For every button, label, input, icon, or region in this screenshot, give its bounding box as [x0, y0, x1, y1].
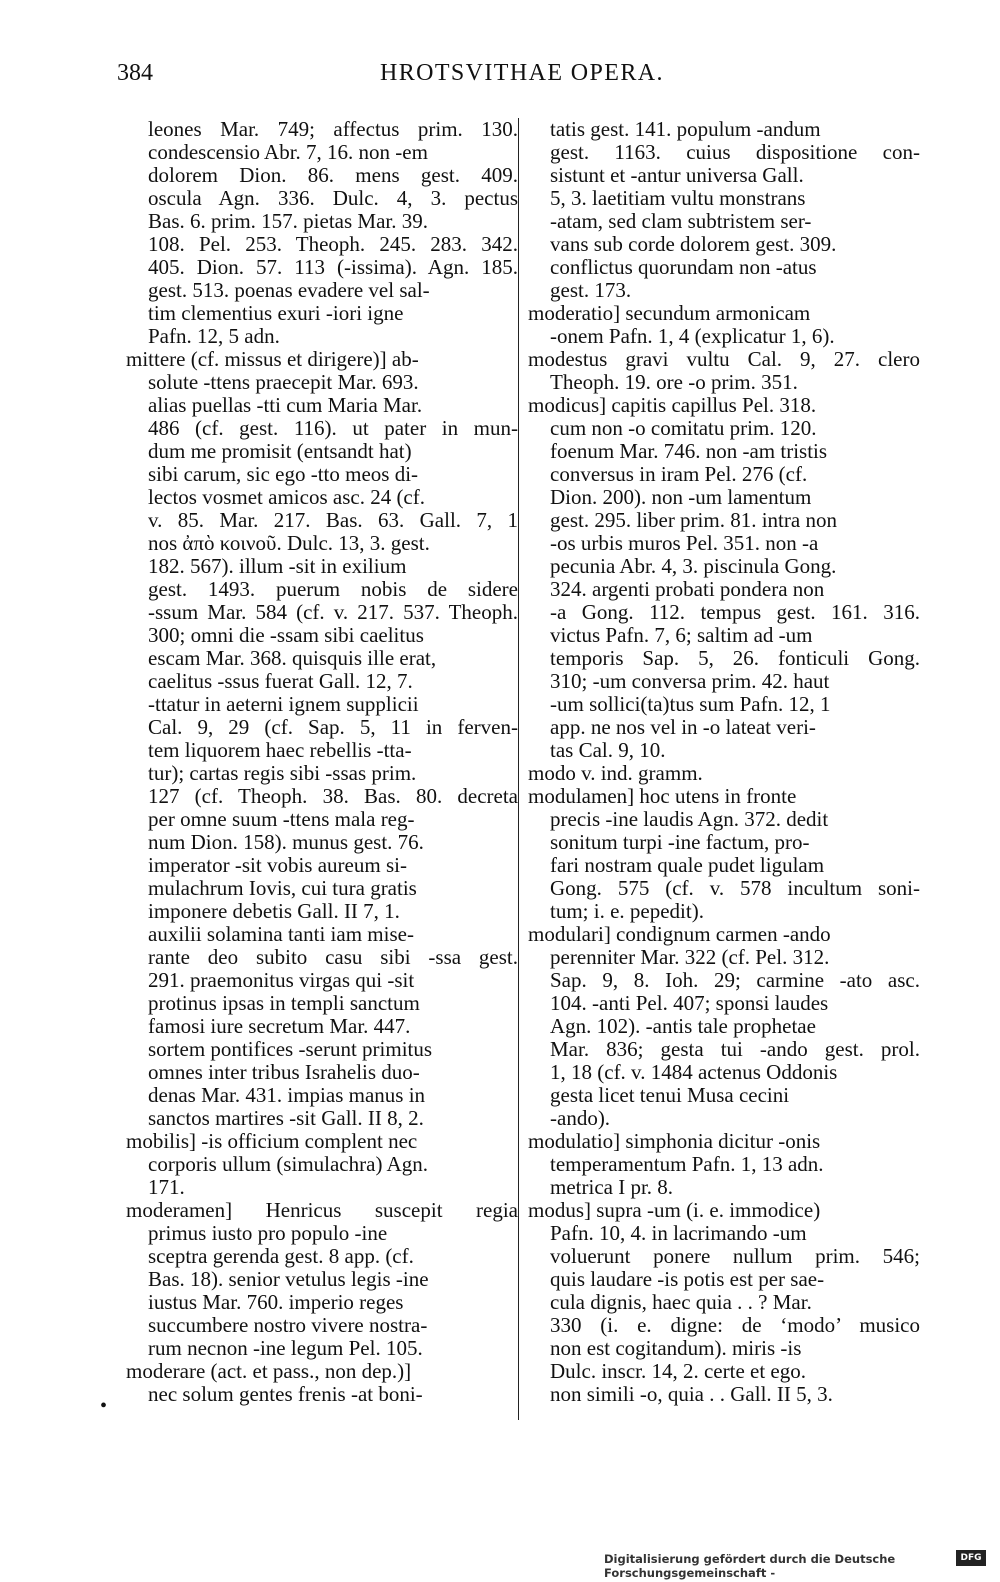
entry-continuation-line: -onem Pafn. 1, 4 (explicatur 1, 6).: [550, 324, 835, 348]
entry-headword-line: modulatio] simphonia dicitur -onis: [528, 1129, 821, 1153]
entry-continuation-line: 324. argenti probati pondera non: [550, 577, 825, 601]
entry-continuation-line: sanctos martires -sit Gall. II 8, 2.: [148, 1106, 424, 1130]
entry-continuation-line: 5, 3. laetitiam vultu monstrans: [550, 186, 806, 210]
entry-headword-line: moderare (act. et pass., non dep.)]: [126, 1359, 412, 1383]
entry-headword-line: mittere (cf. missus et dirigere)] ab-: [126, 347, 419, 371]
entry-continuation-line: per omne suum -ttens mala reg-: [148, 807, 415, 831]
entry-continuation-line: -a Gong. 112. tempus gest. 161. 316.: [550, 600, 920, 624]
entry-continuation-line: mulachrum Iovis, cui tura gratis: [148, 876, 417, 900]
entry-headword-line: modo v. ind. gramm.: [528, 761, 703, 785]
entry-continuation-line: 182. 567). illum -sit in exilium: [148, 554, 407, 578]
entry-continuation-line: metrica I pr. 8.: [550, 1175, 674, 1199]
entry-continuation-line: conversus in iram Pel. 276 (cf.: [550, 462, 808, 486]
entry-continuation-line: denas Mar. 431. impias manus in: [148, 1083, 426, 1107]
entry-continuation-line: auxilii solamina tanti iam mise-: [148, 922, 414, 946]
entry-continuation-line: protinus ipsas in templi sanctum: [148, 991, 420, 1015]
entry-continuation-line: foenum Mar. 746. non -am tristis: [550, 439, 828, 463]
entry-headword-line: modus] supra -um (i. e. immodice): [528, 1198, 821, 1222]
entry-continuation-line: fari nostram quale pudet ligulam: [550, 853, 825, 877]
entry-continuation-line: sibi carum, sic ego -tto meos di-: [148, 462, 419, 486]
entry-continuation-line: non est cogitandum). miris -is: [550, 1336, 802, 1360]
entry-continuation-line: gest. 173.: [550, 278, 632, 302]
entry-continuation-line: dolorem Dion. 86. mens gest. 409.: [148, 163, 518, 187]
entry-continuation-line: leones Mar. 749; affectus prim. 130.: [148, 117, 518, 141]
entry-continuation-line: alias puellas -tti cum Maria Mar.: [148, 393, 423, 417]
entry-continuation-line: tur); cartas regis sibi -ssas prim.: [148, 761, 417, 785]
entry-continuation-line: -os urbis muros Pel. 351. non -a: [550, 531, 819, 555]
entry-continuation-line: -atam, sed clam subtristem ser-: [550, 209, 812, 233]
entry-continuation-line: nec solum gentes frenis -at boni-: [148, 1382, 423, 1406]
entry-headword-line: moderamen] Henricus suscepit regia: [126, 1198, 518, 1222]
entry-continuation-line: primus iusto pro populo -ine: [148, 1221, 388, 1245]
entry-headword-line: modicus] capitis capillus Pel. 318.: [528, 393, 817, 417]
entry-continuation-line: 330 (i. e. digne: de ‘modo’ musico: [550, 1313, 920, 1337]
entry-continuation-line: Dion. 200). non -um lamentum: [550, 485, 812, 509]
entry-continuation-line: succumbere nostro vivere nostra-: [148, 1313, 428, 1337]
entry-continuation-line: sortem pontifices -serunt primitus: [148, 1037, 433, 1061]
entry-headword-line: mobilis] -is officium complent nec: [126, 1129, 418, 1153]
entry-continuation-line: condescensio Abr. 7, 16. non -em: [148, 140, 428, 164]
entry-continuation-line: num Dion. 158). munus gest. 76.: [148, 830, 424, 854]
entry-continuation-line: -ssum Mar. 584 (cf. v. 217. 537. Theoph.: [148, 600, 518, 624]
entry-continuation-line: 310; -um conversa prim. 42. haut: [550, 669, 830, 693]
entry-continuation-line: 405. Dion. 57. 113 (-issima). Agn. 185.: [148, 255, 518, 279]
entry-continuation-line: tem liquorem haec rebellis -tta-: [148, 738, 412, 762]
entry-continuation-line: rante deo subito casu sibi -ssa gest.: [148, 945, 518, 969]
entry-continuation-line: nos ἀπὸ κοινοῦ. Dulc. 13, 3. gest.: [148, 531, 430, 555]
entry-continuation-line: temporis Sap. 5, 26. fonticuli Gong.: [550, 646, 920, 670]
entry-continuation-line: v. 85. Mar. 217. Bas. 63. Gall. 7, 1: [148, 508, 518, 532]
entry-continuation-line: Pafn. 10, 4. in lacrimando -um: [550, 1221, 807, 1245]
right-column: [528, 118, 920, 1406]
entry-continuation-line: 291. praemonitus virgas qui -sit: [148, 968, 415, 992]
entry-continuation-line: cula dignis, haec quia . . ? Mar.: [550, 1290, 812, 1314]
entry-continuation-line: pecunia Abr. 4, 3. piscinula Gong.: [550, 554, 837, 578]
left-column: [126, 118, 518, 1406]
column-divider: [518, 118, 519, 1420]
entry-continuation-line: 171.: [148, 1175, 185, 1199]
entry-continuation-line: -ando).: [550, 1106, 611, 1130]
dfg-logo: DFG: [956, 1550, 986, 1566]
entry-continuation-line: perenniter Mar. 322 (cf. Pel. 312.: [550, 945, 830, 969]
entry-continuation-line: 108. Pel. 253. Theoph. 245. 283. 342.: [148, 232, 518, 256]
entry-continuation-line: Cal. 9, 29 (cf. Sap. 5, 11 in ferven-: [148, 715, 518, 739]
entry-continuation-line: conflictus quorundam non -atus: [550, 255, 817, 279]
entry-continuation-line: Sap. 9, 8. Ioh. 29; carmine -ato asc.: [550, 968, 920, 992]
entry-continuation-line: lectos vosmet amicos asc. 24 (cf.: [148, 485, 425, 509]
entry-continuation-line: cum non -o comitatu prim. 120.: [550, 416, 817, 440]
entry-continuation-line: iustus Mar. 760. imperio reges: [148, 1290, 404, 1314]
entry-continuation-line: non simili -o, quia . . Gall. II 5, 3.: [550, 1382, 833, 1406]
entry-continuation-line: escam Mar. 368. quisquis ille erat,: [148, 646, 437, 670]
entry-continuation-line: 300; omni die -ssam sibi caelitus: [148, 623, 424, 647]
entry-continuation-line: imperator -sit vobis aureum si-: [148, 853, 407, 877]
entry-continuation-line: quis laudare -is potis est per sae-: [550, 1267, 825, 1291]
entry-continuation-line: solute -ttens praecepit Mar. 693.: [148, 370, 419, 394]
entry-continuation-line: tatis gest. 141. populum -andum: [550, 117, 821, 141]
entry-continuation-line: caelitus -ssus fuerat Gall. 12, 7.: [148, 669, 413, 693]
entry-headword-line: moderatio] secundum armonicam: [528, 301, 811, 325]
entry-continuation-line: temperamentum Pafn. 1, 13 adn.: [550, 1152, 824, 1176]
entry-continuation-line: app. ne nos vel in -o lateat veri-: [550, 715, 816, 739]
entry-continuation-line: Bas. 6. prim. 157. pietas Mar. 39.: [148, 209, 428, 233]
entry-continuation-line: 104. -anti Pel. 407; sponsi laudes: [550, 991, 829, 1015]
entry-continuation-line: precis -ine laudis Agn. 372. dedit: [550, 807, 829, 831]
running-head: HROTSVITHAE OPERA.: [380, 60, 664, 86]
entry-continuation-line: 1, 18 (cf. v. 1484 actenus Oddonis: [550, 1060, 838, 1084]
entry-continuation-line: -um sollici(ta)tus sum Pafn. 12, 1: [550, 692, 831, 716]
entry-headword-line: modulari] condignum carmen -ando: [528, 922, 831, 946]
entry-continuation-line: Theoph. 19. ore -o prim. 351.: [550, 370, 798, 394]
entry-continuation-line: -ttatur in aeterni ignem supplicii: [148, 692, 419, 716]
entry-continuation-line: Dulc. inscr. 14, 2. certe et ego.: [550, 1359, 806, 1383]
entry-continuation-line: tim clementius exuri -iori igne: [148, 301, 404, 325]
entry-continuation-line: oscula Agn. 336. Dulc. 4, 3. pectus: [148, 186, 518, 210]
margin-bullet: •: [100, 1395, 108, 1417]
entry-continuation-line: dum me promisit (entsandt hat): [148, 439, 412, 463]
entry-headword-line: modulamen] hoc utens in fronte: [528, 784, 797, 808]
entry-continuation-line: sonitum turpi -ine factum, pro-: [550, 830, 810, 854]
entry-continuation-line: sistunt et -antur universa Gall.: [550, 163, 804, 187]
entry-continuation-line: tas Cal. 9, 10.: [550, 738, 666, 762]
page-number: 384: [117, 60, 153, 86]
entry-continuation-line: Agn. 102). -antis tale prophetae: [550, 1014, 816, 1038]
entry-continuation-line: omnes inter tribus Israhelis duo-: [148, 1060, 420, 1084]
entry-continuation-line: gesta licet tenui Musa cecini: [550, 1083, 790, 1107]
entry-continuation-line: Bas. 18). senior vetulus legis -ine: [148, 1267, 429, 1291]
entry-continuation-line: tum; i. e. pepedit).: [550, 899, 704, 923]
entry-continuation-line: corporis ullum (simulachra) Agn.: [148, 1152, 428, 1176]
entry-continuation-line: victus Pafn. 7, 6; saltim ad -um: [550, 623, 813, 647]
entry-continuation-line: Gong. 575 (cf. v. 578 incultum soni-: [550, 876, 920, 900]
entry-continuation-line: gest. 1163. cuius dispositione con-: [550, 140, 920, 164]
entry-continuation-line: vans sub corde dolorem gest. 309.: [550, 232, 837, 256]
entry-continuation-line: famosi iure secretum Mar. 447.: [148, 1014, 411, 1038]
entry-continuation-line: Mar. 836; gesta tui -ando gest. prol.: [550, 1037, 920, 1061]
entry-continuation-line: 127 (cf. Theoph. 38. Bas. 80. decreta: [148, 784, 518, 808]
entry-continuation-line: gest. 1493. puerum nobis de sidere: [148, 577, 518, 601]
entry-continuation-line: Pafn. 12, 5 adn.: [148, 324, 280, 348]
entry-continuation-line: 486 (cf. gest. 116). ut pater in mun-: [148, 416, 518, 440]
entry-continuation-line: gest. 513. poenas evadere vel sal-: [148, 278, 430, 302]
entry-continuation-line: voluerunt ponere nullum prim. 546;: [550, 1244, 920, 1268]
entry-continuation-line: rum necnon -ine legum Pel. 105.: [148, 1336, 423, 1360]
entry-continuation-line: gest. 295. liber prim. 81. intra non: [550, 508, 837, 532]
entry-continuation-line: imponere debetis Gall. II 7, 1.: [148, 899, 400, 923]
entry-continuation-line: sceptra gerenda gest. 8 app. (cf.: [148, 1244, 414, 1268]
digitization-credit: Digitalisierung gefördert durch die Deutsche Forschungsgemeinschaft -: [604, 1552, 896, 1580]
entry-headword-line: modestus gravi vultu Cal. 9, 27. clero: [528, 347, 920, 371]
